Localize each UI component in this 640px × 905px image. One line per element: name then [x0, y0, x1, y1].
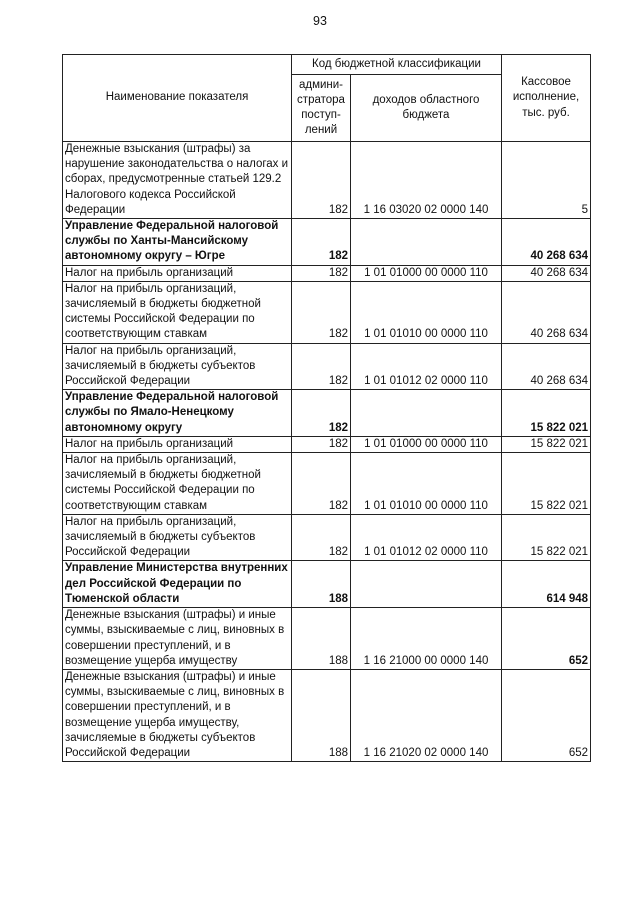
table-row: [63, 265, 591, 281]
row-income-code: 1 01 01010 00 0000 110: [351, 453, 502, 515]
row-name: Налог на прибыль организаций, зачисляемый в бюджеты бюджетной системы Российской Федерации по соответствующим ставкам: [63, 453, 292, 515]
row-income-code: 1 01 01010 00 0000 110: [351, 281, 502, 343]
row-name: Денежные взыскания (штрафы) и иные суммы, взыскиваемые с лиц, виновных в совершении преступлений, и в возмещение ущерба имуществу: [63, 608, 292, 670]
table-row: [63, 608, 591, 670]
row-admin-code: 182: [292, 219, 351, 266]
table-row: [63, 669, 591, 761]
row-admin-code: 188: [292, 669, 351, 761]
row-execution: 40 268 634: [502, 219, 591, 266]
row-execution: 652: [502, 608, 591, 670]
header-income: доходов областного бюджета: [351, 75, 502, 142]
row-income-code: [351, 390, 502, 437]
row-income-code: [351, 219, 502, 266]
row-income-code: 1 16 21000 00 0000 140: [351, 608, 502, 670]
table-row: [63, 453, 591, 515]
row-name: Налог на прибыль организаций: [63, 436, 292, 452]
page-number: 93: [313, 14, 327, 28]
table-row: [63, 281, 591, 343]
row-name: Налог на прибыль организаций, зачисляемый в бюджеты субъектов Российской Федерации: [63, 514, 292, 561]
row-admin-code: 182: [292, 265, 351, 281]
header-group-code: Код бюджетной классификации: [292, 55, 502, 75]
budget-table: [62, 54, 591, 762]
row-admin-code: 182: [292, 453, 351, 515]
row-name: Налог на прибыль организаций, зачисляемый в бюджеты субъектов Российской Федерации: [63, 343, 292, 390]
row-income-code: 1 01 01012 02 0000 110: [351, 514, 502, 561]
row-name: Управление Федеральной налоговой службы по Ямало-Ненецкому автономному округу: [63, 390, 292, 437]
row-admin-code: 182: [292, 343, 351, 390]
row-execution: 5: [502, 142, 591, 219]
table-row: [63, 561, 591, 608]
row-income-code: 1 01 01012 02 0000 110: [351, 343, 502, 390]
row-name: Управление Федеральной налоговой службы по Ханты-Мансийскому автономному округу – Югре: [63, 219, 292, 266]
row-execution: 15 822 021: [502, 514, 591, 561]
table-row: [63, 343, 591, 390]
row-name: Налог на прибыль организаций, зачисляемый в бюджеты бюджетной системы Российской Федерации по соответствующим ставкам: [63, 281, 292, 343]
header-name: Наименование показателя: [63, 55, 292, 142]
table-row: [63, 514, 591, 561]
row-income-code: 1 01 01000 00 0000 110: [351, 265, 502, 281]
row-execution: 614 948: [502, 561, 591, 608]
row-admin-code: 182: [292, 281, 351, 343]
row-name: Налог на прибыль организаций: [63, 265, 292, 281]
row-name: Управление Министерства внутренних дел Российской Федерации по Тюменской области: [63, 561, 292, 608]
row-name: Денежные взыскания (штрафы) и иные суммы, взыскиваемые с лиц, виновных в совершении преступлений, и в возмещение ущерба имуществу, зачисляемые в бюджеты субъектов Российской Федерации: [63, 669, 292, 761]
row-admin-code: 182: [292, 514, 351, 561]
row-execution: 15 822 021: [502, 436, 591, 452]
table-row: [63, 390, 591, 437]
row-admin-code: 188: [292, 561, 351, 608]
row-admin-code: 182: [292, 142, 351, 219]
table-row: [63, 219, 591, 266]
row-income-code: 1 16 03020 02 0000 140: [351, 142, 502, 219]
row-execution: 15 822 021: [502, 453, 591, 515]
row-execution: 652: [502, 669, 591, 761]
table-row: [63, 142, 591, 219]
row-execution: 40 268 634: [502, 265, 591, 281]
row-execution: 40 268 634: [502, 281, 591, 343]
row-income-code: 1 01 01000 00 0000 110: [351, 436, 502, 452]
row-income-code: [351, 561, 502, 608]
row-execution: 15 822 021: [502, 390, 591, 437]
table-row: [63, 436, 591, 452]
row-admin-code: 188: [292, 608, 351, 670]
row-income-code: 1 16 21020 02 0000 140: [351, 669, 502, 761]
row-admin-code: 182: [292, 390, 351, 437]
row-admin-code: 182: [292, 436, 351, 452]
row-name: Денежные взыскания (штрафы) за нарушение законодательства о налогах и сборах, предусмотренные статьей 129.2 Налогового кодекса Российской Федерации: [63, 142, 292, 219]
header-execution: Кассовое исполнение, тыс. руб.: [502, 55, 591, 142]
header-administrator: админи-стратора поступ-лений: [292, 75, 351, 142]
row-execution: 40 268 634: [502, 343, 591, 390]
